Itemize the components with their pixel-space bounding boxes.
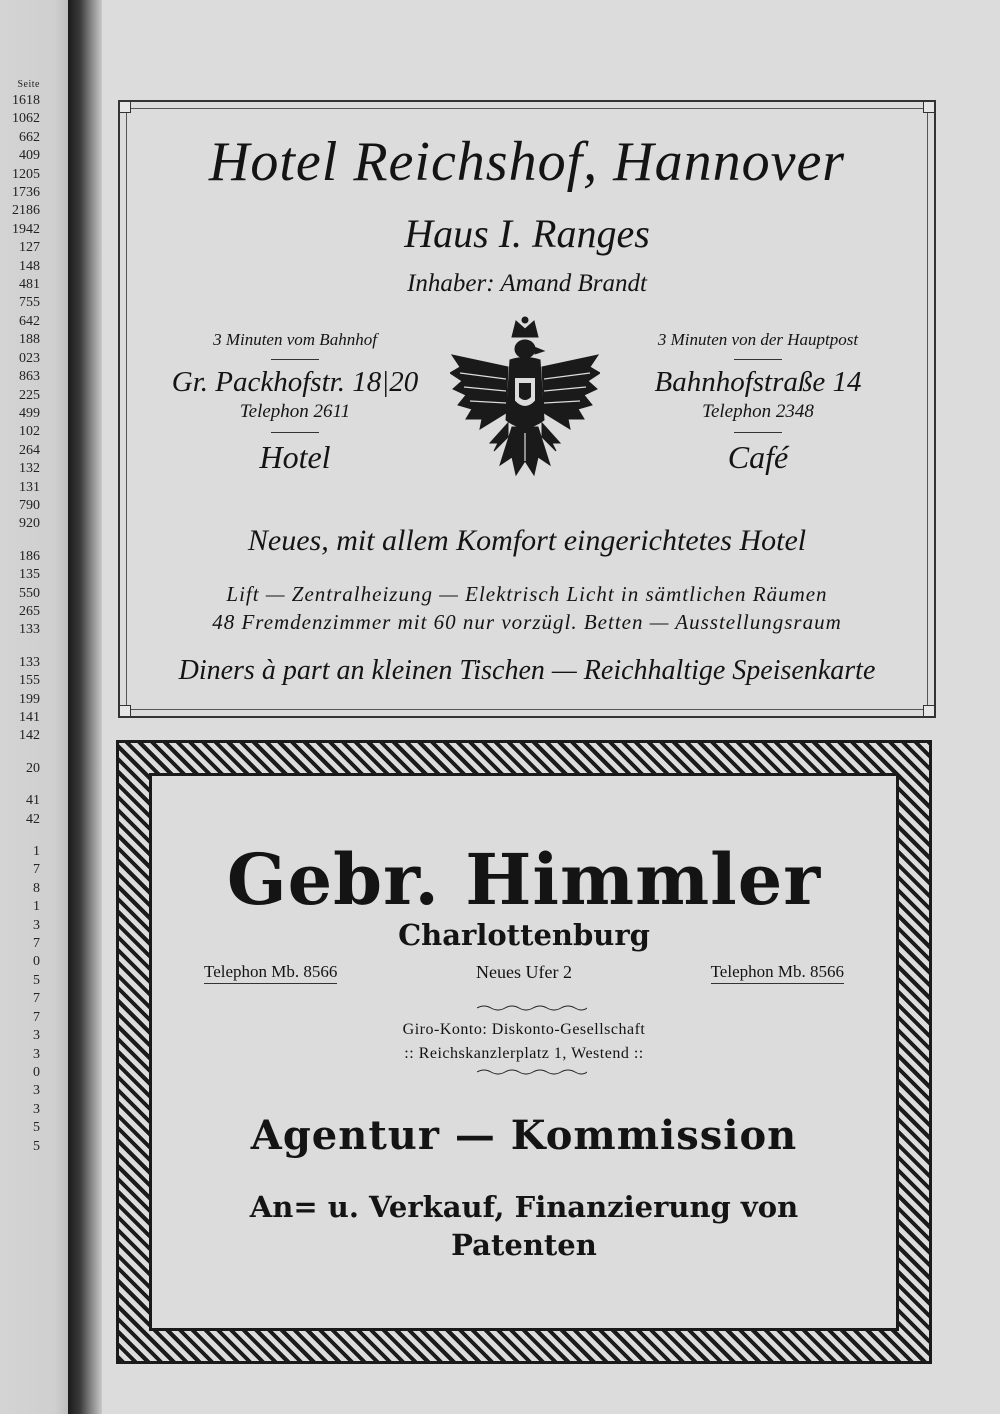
company-telephone-left: Telephon Mb. 8566 [204,962,337,984]
index-number: 7 [33,1009,40,1025]
index-number: 1 [33,844,40,860]
index-number: 3 [33,1101,40,1117]
index-number: 023 [19,350,40,366]
index-number: 0 [33,1064,40,1080]
cafe-street: Bahnhofstraße 14 [654,366,862,398]
divider [734,432,782,433]
services-line-2: Patenten [451,1228,597,1262]
index-number: 499 [19,405,40,421]
index-number: 3 [33,1083,40,1099]
hotel-telephone: Telephon 2611 [239,401,351,422]
divider [734,359,782,360]
index-number: 188 [19,332,40,348]
index-number: 3 [33,1046,40,1062]
index-number [0,746,40,760]
index-number: 8 [33,880,40,896]
index-number [0,829,40,843]
himmler-advertisement [116,740,932,1364]
hotel-rooms: 48 Fremdenzimmer mit 60 nur vorzügl. Betten — Ausstellungsraum [212,610,842,634]
index-number: 132 [19,461,40,477]
index-number: 133 [19,654,40,670]
index-number: 1205 [12,166,40,182]
index-number: 20 [26,760,40,776]
corner-ornament [119,101,131,113]
index-number: 7 [33,862,40,878]
index-number: 642 [19,313,40,329]
index-number: 199 [19,691,40,707]
imperial-eagle-icon [450,315,600,497]
index-number: 1942 [12,221,40,237]
hotel-advertisement [118,100,936,718]
company-city: Charlottenburg [398,918,650,952]
ornament-squiggle [477,1004,587,1012]
company-bank-info [152,1018,896,1066]
company-address: Neues Ufer 2 [476,962,572,982]
cafe-distance: 3 Minuten von der Hauptpost [657,330,859,349]
index-number: 7 [33,936,40,952]
company-business: Agentur — Kommission [250,1112,798,1159]
index-number: 265 [19,603,40,619]
index-number: 662 [19,129,40,145]
index-number [0,778,40,792]
index-number: 790 [19,497,40,513]
hotel-subtitle: Haus I. Ranges [404,211,650,256]
index-number: 1618 [12,93,40,108]
index-number: 3 [33,1028,40,1044]
index-number: 3 [33,917,40,933]
hotel-title: Hotel Reichshof, Hannover [208,131,846,193]
hotel-owner: Inhaber: Amand Brandt [407,270,647,297]
index-number [0,640,40,654]
index-number: 920 [19,516,40,532]
index-number: 142 [19,728,40,744]
index-number: 5 [33,972,40,988]
index-number: 264 [19,442,40,458]
corner-ornament [923,705,935,717]
corner-ornament [923,101,935,113]
index-number: 0 [33,954,40,970]
divider [271,359,319,360]
company-name: Gebr. Himmler [226,838,822,921]
company-services [152,1188,896,1264]
index-number: 133 [19,622,40,638]
hotel-location-column [145,330,445,476]
book-gutter [68,0,102,1414]
index-number: 755 [19,295,40,311]
divider [271,432,319,433]
ornament-squiggle [477,1068,587,1076]
index-number: 186 [19,548,40,564]
index-number: 409 [19,148,40,164]
index-number: 5 [33,1120,40,1136]
index-number: 550 [19,585,40,601]
index-number: 41 [26,793,40,809]
index-number: 225 [19,387,40,403]
hotel-type: Hotel [259,439,331,475]
index-number: 127 [19,240,40,256]
index-number: 131 [19,479,40,495]
cafe-type: Café [727,439,789,475]
hotel-street: Gr. Packhofstr. 18|20 [171,366,419,398]
services-line-1: An= u. Verkauf, Finanzierung von [249,1190,799,1224]
index-number: 155 [19,673,40,689]
cafe-telephone: Telephon 2348 [702,401,814,422]
index-number: 481 [19,277,40,293]
index-number-list [0,92,40,1156]
index-number: 42 [26,811,40,827]
company-telephone-right: Telephon Mb. 8566 [711,962,844,984]
hotel-distance: 3 Minuten vom Bahnhof [213,330,377,349]
corner-ornament [119,705,131,717]
hotel-dining: Diners à part an kleinen Tischen — Reichhaltige Speisenkarte [178,655,876,686]
index-number: 141 [19,710,40,725]
bank-line-2: :: Reichskanzlerplatz 1, Westend :: [404,1045,644,1062]
hotel-amenities: Lift — Zentralheizung — Elektrisch Licht in sämtlichen Räumen [226,582,828,606]
index-number: 7 [33,991,40,1007]
index-header: Seite [17,79,40,90]
index-number: 135 [19,567,40,583]
cafe-location-column [608,330,908,476]
himmler-panel [149,773,899,1331]
index-number: 1736 [12,185,40,201]
index-number: 863 [19,369,40,385]
index-number [0,534,40,548]
bank-line-1: Giro-Konto: Diskonto-Gesellschaft [402,1021,646,1038]
page-index-column [0,78,40,1156]
index-number: 1 [33,899,40,915]
index-number: 5 [33,1138,40,1154]
index-number: 1062 [12,111,40,127]
index-number: 2186 [12,203,40,219]
index-number: 102 [19,424,40,440]
index-number: 148 [19,258,40,274]
hotel-tagline: Neues, mit allem Komfort eingerichtetes Hotel [247,524,807,557]
